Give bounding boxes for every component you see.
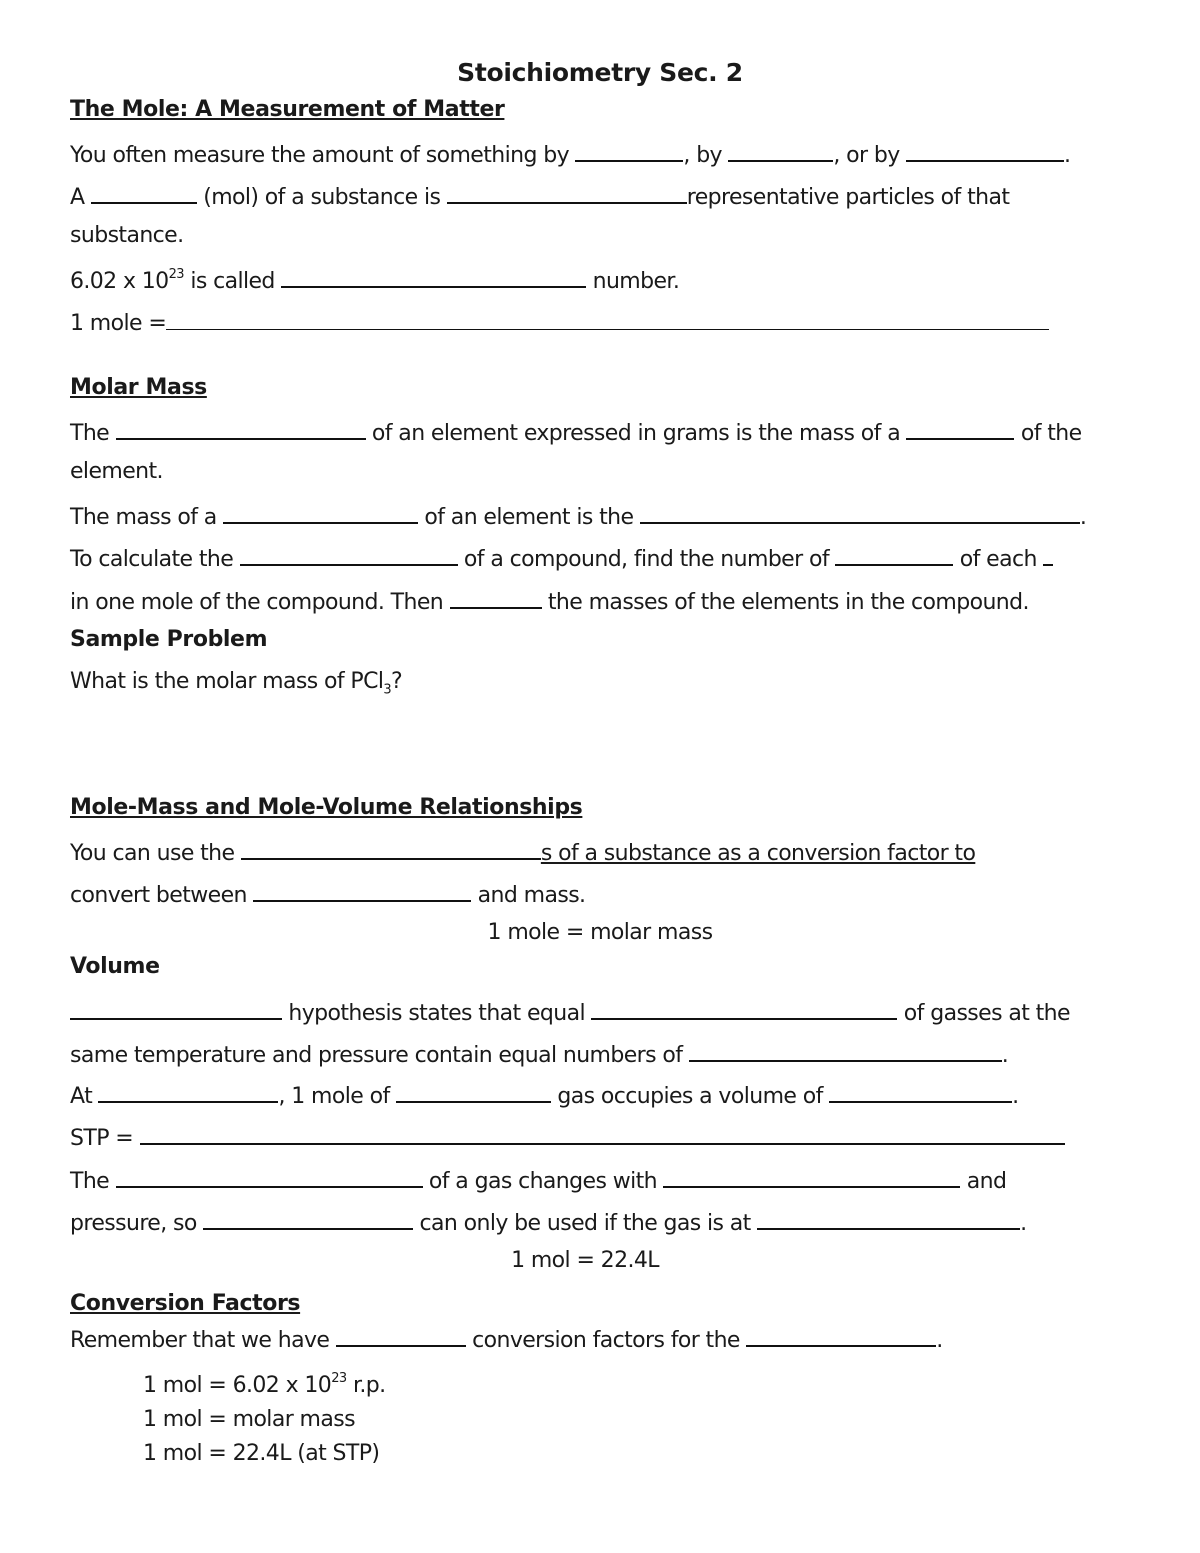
blank[interactable] [241, 836, 541, 860]
blank[interactable] [240, 542, 458, 566]
blank[interactable] [663, 1164, 960, 1188]
blank[interactable] [1043, 542, 1053, 566]
vol-line-6 [70, 1206, 1027, 1238]
vol-line-5 [70, 1164, 1006, 1196]
mole-line-4 [70, 264, 679, 296]
molar-line-4 [70, 542, 1053, 574]
text: . [936, 1328, 943, 1353]
blank[interactable] [728, 138, 833, 162]
molar-line-2: element. [70, 459, 163, 484]
factor-molar-volume: 1 mol = 22.4L (at STP) [143, 1441, 380, 1466]
equation-molar-volume: 1 mol = 22.4L [511, 1248, 659, 1273]
text: of the [1014, 421, 1082, 446]
text: , 1 mole of [278, 1084, 396, 1109]
text: STP = [70, 1126, 140, 1151]
subscript: 3 [383, 682, 392, 698]
text: The [70, 1169, 116, 1194]
section-heading-molar-mass: Molar Mass [70, 375, 207, 400]
text: s of a substance as a conversion factor to [540, 841, 976, 866]
text: number. [586, 269, 680, 294]
text: The [70, 421, 116, 446]
text: of an element expressed in grams is the mass of a [365, 421, 907, 446]
molar-line-1 [70, 416, 1082, 448]
text: of gasses at the [897, 1001, 1070, 1026]
blank[interactable] [689, 1038, 1002, 1062]
text: representative particles of that [686, 185, 1010, 210]
text: same temperature and pressure contain equal numbers of [70, 1043, 689, 1068]
text: the masses of the elements in the compound. [541, 590, 1029, 615]
mole-line-3: substance. [70, 223, 184, 248]
text: conversion factors for the [465, 1328, 747, 1353]
cf-line-1 [70, 1323, 943, 1355]
text: Remember that we have [70, 1328, 336, 1353]
blank[interactable] [116, 416, 366, 440]
vol-line-4 [70, 1121, 1065, 1153]
vol-line-3 [70, 1079, 1019, 1111]
blank[interactable] [575, 138, 683, 162]
blank[interactable] [906, 416, 1014, 440]
sample-question [70, 668, 402, 696]
blank[interactable] [746, 1323, 936, 1347]
text: in one mole of the compound. Then [70, 590, 450, 615]
mole-line-2 [70, 180, 1009, 212]
blank[interactable] [396, 1079, 551, 1103]
blank[interactable] [757, 1206, 1020, 1230]
mole-line-5 [70, 307, 1049, 338]
page-title: Stoichiometry Sec. 2 [457, 58, 743, 87]
blank[interactable] [835, 542, 953, 566]
blank[interactable] [140, 1121, 1065, 1145]
molar-line-3 [70, 500, 1086, 532]
volume-heading: Volume [70, 954, 160, 979]
molar-line-5 [70, 585, 1029, 617]
mm-line-2 [70, 878, 585, 910]
blank[interactable] [91, 180, 197, 204]
blank[interactable] [223, 500, 418, 524]
blank[interactable] [640, 500, 1080, 524]
text: To calculate the [70, 547, 240, 572]
vol-line-1 [70, 996, 1070, 1028]
text: At [70, 1084, 99, 1109]
text: convert between [70, 883, 254, 908]
exponent: 23 [168, 266, 184, 282]
text: of a compound, find the number of [457, 547, 836, 572]
sample-problem-heading: Sample Problem [70, 627, 268, 652]
factor-molar-mass: 1 mol = molar mass [143, 1407, 355, 1432]
text: You often measure the amount of something by [70, 143, 576, 168]
text: and mass. [471, 883, 586, 908]
blank[interactable] [906, 138, 1064, 162]
equation-molar-mass: 1 mole = molar mass [487, 920, 713, 945]
factor-representative-particles [143, 1372, 386, 1400]
text: and [960, 1169, 1007, 1194]
text: . [1020, 1211, 1027, 1236]
text: 6.02 x 10 [70, 269, 169, 294]
blank[interactable] [829, 1079, 1012, 1103]
vol-line-2 [70, 1038, 1008, 1070]
text: . [1012, 1084, 1019, 1109]
text: is called [183, 269, 282, 294]
text: of an element is the [418, 505, 640, 530]
text: . [1001, 1043, 1009, 1068]
text: pressure, so [70, 1211, 204, 1236]
blank[interactable] [70, 996, 282, 1020]
text: You can use the [70, 841, 241, 866]
blank[interactable] [203, 1206, 413, 1230]
text: can only be used if the gas is at [413, 1211, 758, 1236]
blank[interactable] [253, 878, 471, 902]
text: 1 mole = [70, 311, 167, 336]
text: 1 mol = 6.02 x 10 [143, 1373, 332, 1398]
text: of each [953, 547, 1044, 572]
text: The mass of a [70, 505, 224, 530]
text: hypothesis states that equal [282, 1001, 592, 1026]
text: r.p. [346, 1373, 386, 1398]
mm-line-1 [70, 836, 975, 868]
blank[interactable] [98, 1079, 278, 1103]
blank[interactable] [591, 996, 897, 1020]
text: , or by [833, 143, 907, 168]
blank[interactable] [447, 180, 687, 204]
text: , by [683, 143, 729, 168]
section-heading-mole: The Mole: A Measurement of Matter [70, 97, 505, 122]
section-heading-conversion-factors: Conversion Factors [70, 1291, 301, 1316]
text: of a gas changes with [422, 1169, 664, 1194]
text: (mol) of a substance is [196, 185, 447, 210]
blank[interactable] [336, 1323, 466, 1347]
text: . [1064, 143, 1071, 168]
mole-line-1 [70, 138, 1070, 170]
blank[interactable] [281, 264, 586, 288]
text: ? [391, 669, 403, 694]
blank[interactable] [116, 1164, 423, 1188]
text: . [1079, 505, 1087, 530]
text: What is the molar mass of PCl [70, 669, 384, 694]
text: A [70, 185, 91, 210]
exponent: 23 [331, 1370, 347, 1386]
section-heading-mole-mass-volume: Mole-Mass and Mole-Volume Relationships [70, 795, 583, 820]
blank[interactable] [166, 307, 1049, 330]
text: gas occupies a volume of [551, 1084, 830, 1109]
blank[interactable] [450, 585, 542, 609]
